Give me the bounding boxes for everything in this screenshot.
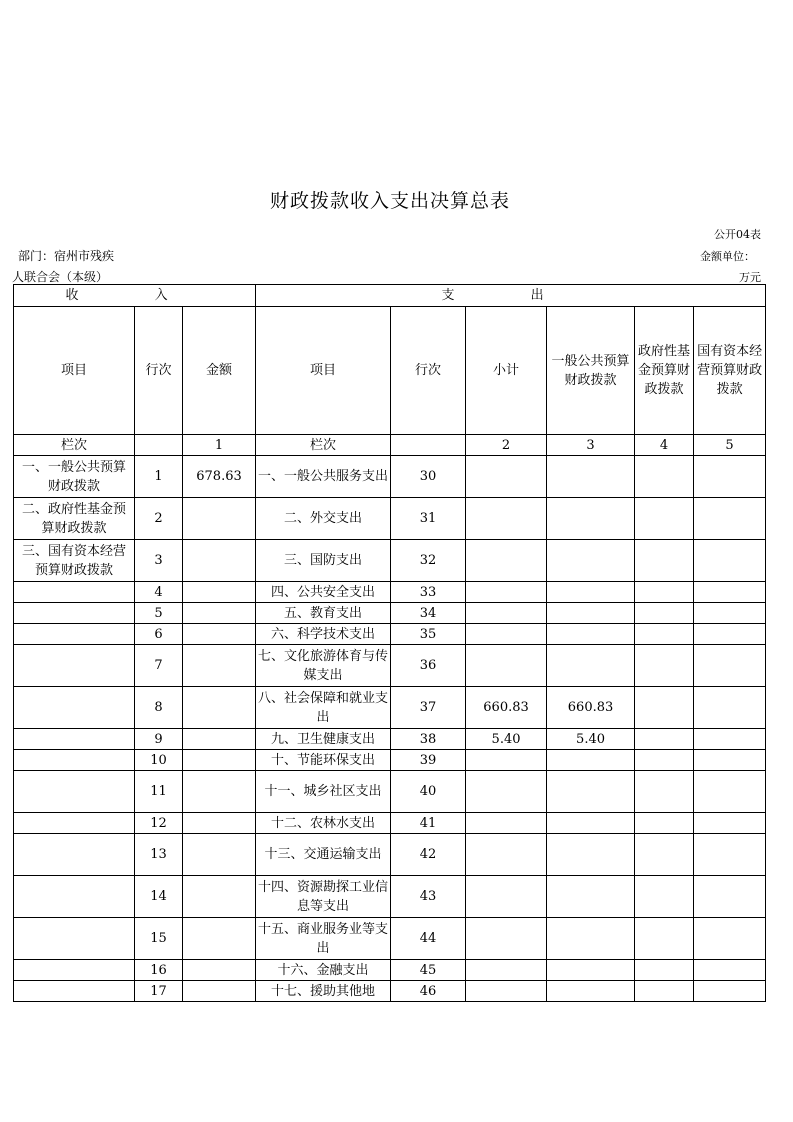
lanci-col-4: 4 — [635, 435, 694, 456]
income-item — [14, 624, 135, 645]
expense-line: 44 — [391, 918, 466, 960]
income-amount — [183, 813, 256, 834]
col-header-expense-item: 项目 — [256, 307, 391, 435]
expense-general-budget — [547, 603, 635, 624]
income-amount — [183, 876, 256, 918]
expense-general-budget — [547, 456, 635, 498]
table-row — [14, 624, 766, 645]
expense-fund-budget — [635, 834, 694, 876]
expense-line: 40 — [391, 771, 466, 813]
col-header-expense-line: 行次 — [391, 307, 466, 435]
department-line-2: 人联合会（本级） — [12, 270, 109, 284]
col-header-state-capital-budget: 国有资本经营预算财政拨款 — [694, 307, 766, 435]
expense-general-budget — [547, 750, 635, 771]
expense-general-budget: 5.40 — [547, 729, 635, 750]
expense-subtotal — [466, 540, 547, 582]
table-row — [14, 918, 766, 960]
expense-state-capital-budget — [694, 729, 766, 750]
income-item: 三、国有资本经营预算财政拨款 — [14, 540, 135, 582]
income-line: 2 — [135, 498, 183, 540]
col-header-fund-budget: 政府性基金预算财政拨款 — [635, 307, 694, 435]
expense-item: 十、节能环保支出 — [256, 750, 391, 771]
income-amount — [183, 918, 256, 960]
expense-state-capital-budget — [694, 834, 766, 876]
income-amount — [183, 624, 256, 645]
lanci-col-2: 2 — [466, 435, 547, 456]
income-item — [14, 687, 135, 729]
income-line: 1 — [135, 456, 183, 498]
income-item — [14, 603, 135, 624]
col-header-general-budget: 一般公共预算财政拨款 — [547, 307, 635, 435]
lanci-label-2: 栏次 — [256, 435, 391, 456]
col-header-subtotal: 小计 — [466, 307, 547, 435]
expense-general-budget — [547, 540, 635, 582]
income-item — [14, 813, 135, 834]
income-amount — [183, 687, 256, 729]
expense-state-capital-budget — [694, 645, 766, 687]
expense-line: 30 — [391, 456, 466, 498]
income-item — [14, 645, 135, 687]
table-row — [14, 729, 766, 750]
income-item — [14, 582, 135, 603]
table-row — [14, 834, 766, 876]
income-line: 7 — [135, 645, 183, 687]
income-item — [14, 918, 135, 960]
expense-line: 43 — [391, 876, 466, 918]
expense-fund-budget — [635, 540, 694, 582]
expense-fund-budget — [635, 498, 694, 540]
income-amount: 678.63 — [183, 456, 256, 498]
expense-fund-budget — [635, 645, 694, 687]
expense-subtotal — [466, 960, 547, 981]
lanci-empty — [135, 435, 183, 456]
expense-subtotal — [466, 624, 547, 645]
expense-state-capital-budget — [694, 624, 766, 645]
expense-line: 45 — [391, 960, 466, 981]
lanci-empty-2 — [391, 435, 466, 456]
income-line: 9 — [135, 729, 183, 750]
table-row — [14, 603, 766, 624]
expense-subtotal — [466, 876, 547, 918]
expense-fund-budget — [635, 603, 694, 624]
expense-subtotal — [466, 981, 547, 1002]
income-line: 6 — [135, 624, 183, 645]
expense-state-capital-budget — [694, 750, 766, 771]
expense-state-capital-budget — [694, 771, 766, 813]
expense-fund-budget — [635, 981, 694, 1002]
lanci-label: 栏次 — [14, 435, 135, 456]
expense-item: 三、国防支出 — [256, 540, 391, 582]
income-section-header: 收 入 — [14, 285, 256, 307]
expense-fund-budget — [635, 456, 694, 498]
table-row — [14, 981, 766, 1002]
table-row — [14, 456, 766, 498]
expense-subtotal — [466, 498, 547, 540]
expense-fund-budget — [635, 750, 694, 771]
expense-general-budget — [547, 645, 635, 687]
expense-general-budget — [547, 582, 635, 603]
expense-item: 十一、城乡社区支出 — [256, 771, 391, 813]
expense-state-capital-budget — [694, 876, 766, 918]
expense-fund-budget — [635, 918, 694, 960]
expense-item: 十五、商业服务业等支出 — [256, 918, 391, 960]
expense-item: 十四、资源勘探工业信息等支出 — [256, 876, 391, 918]
expense-item: 五、教育支出 — [256, 603, 391, 624]
table-row — [14, 498, 766, 540]
expense-general-budget: 660.83 — [547, 687, 635, 729]
expense-general-budget — [547, 834, 635, 876]
income-line: 10 — [135, 750, 183, 771]
income-line: 12 — [135, 813, 183, 834]
table-row — [14, 960, 766, 981]
expense-line: 33 — [391, 582, 466, 603]
expense-subtotal — [466, 834, 547, 876]
income-item: 二、政府性基金预算财政拨款 — [14, 498, 135, 540]
income-line: 15 — [135, 918, 183, 960]
income-amount — [183, 540, 256, 582]
expense-line: 46 — [391, 981, 466, 1002]
income-line: 5 — [135, 603, 183, 624]
income-item — [14, 960, 135, 981]
expense-item: 九、卫生健康支出 — [256, 729, 391, 750]
income-amount — [183, 771, 256, 813]
income-line: 8 — [135, 687, 183, 729]
income-item — [14, 729, 135, 750]
expense-general-budget — [547, 876, 635, 918]
expense-subtotal — [466, 813, 547, 834]
expense-item: 二、外交支出 — [256, 498, 391, 540]
expense-subtotal: 5.40 — [466, 729, 547, 750]
expense-subtotal — [466, 603, 547, 624]
income-item — [14, 981, 135, 1002]
table-row — [14, 750, 766, 771]
expense-subtotal — [466, 771, 547, 813]
expense-state-capital-budget — [694, 687, 766, 729]
table-row — [14, 582, 766, 603]
income-amount — [183, 750, 256, 771]
unit-value: 万元 — [739, 271, 761, 284]
income-line: 17 — [135, 981, 183, 1002]
expense-fund-budget — [635, 582, 694, 603]
page-title: 财政拨款收入支出决算总表 — [269, 190, 510, 212]
expense-fund-budget — [635, 876, 694, 918]
expense-general-budget — [547, 918, 635, 960]
income-line: 16 — [135, 960, 183, 981]
table-row — [14, 876, 766, 918]
expense-fund-budget — [635, 624, 694, 645]
expense-fund-budget — [635, 771, 694, 813]
table-row — [14, 687, 766, 729]
income-item — [14, 834, 135, 876]
expense-fund-budget — [635, 960, 694, 981]
budget-table — [13, 284, 766, 1002]
col-header-income-line: 行次 — [135, 307, 183, 435]
income-amount — [183, 498, 256, 540]
expense-state-capital-budget — [694, 540, 766, 582]
income-amount — [183, 960, 256, 981]
income-line: 14 — [135, 876, 183, 918]
expense-section-header: 支 出 — [256, 285, 766, 307]
lanci-col-1: 1 — [183, 435, 256, 456]
section-header-row — [14, 285, 766, 307]
table-row — [14, 771, 766, 813]
table-row — [14, 813, 766, 834]
expense-state-capital-budget — [694, 960, 766, 981]
expense-subtotal — [466, 582, 547, 603]
income-line: 3 — [135, 540, 183, 582]
expense-line: 42 — [391, 834, 466, 876]
expense-item: 十二、农林水支出 — [256, 813, 391, 834]
expense-general-budget — [547, 771, 635, 813]
expense-item: 七、文化旅游体育与传媒支出 — [256, 645, 391, 687]
income-line: 11 — [135, 771, 183, 813]
expense-fund-budget — [635, 813, 694, 834]
expense-subtotal — [466, 456, 547, 498]
expense-subtotal: 660.83 — [466, 687, 547, 729]
lanci-row — [14, 435, 766, 456]
expense-state-capital-budget — [694, 498, 766, 540]
expense-state-capital-budget — [694, 813, 766, 834]
expense-line: 34 — [391, 603, 466, 624]
income-amount — [183, 981, 256, 1002]
income-item — [14, 771, 135, 813]
expense-line: 31 — [391, 498, 466, 540]
income-item: 一、一般公共预算财政拨款 — [14, 456, 135, 498]
expense-item: 四、公共安全支出 — [256, 582, 391, 603]
expense-fund-budget — [635, 687, 694, 729]
col-header-income-item: 项目 — [14, 307, 135, 435]
column-header-row — [14, 307, 766, 435]
income-line: 4 — [135, 582, 183, 603]
unit-label: 金额单位： — [700, 250, 755, 263]
table-row — [14, 645, 766, 687]
expense-general-budget — [547, 981, 635, 1002]
col-header-income-amount: 金额 — [183, 307, 256, 435]
expense-item: 一、一般公共服务支出 — [256, 456, 391, 498]
expense-subtotal — [466, 750, 547, 771]
expense-line: 37 — [391, 687, 466, 729]
expense-line: 41 — [391, 813, 466, 834]
expense-line: 38 — [391, 729, 466, 750]
expense-state-capital-budget — [694, 456, 766, 498]
income-amount — [183, 834, 256, 876]
expense-item: 六、科学技术支出 — [256, 624, 391, 645]
department-line-1: 部门：宿州市残疾 — [18, 249, 115, 263]
expense-line: 39 — [391, 750, 466, 771]
expense-item: 十三、交通运输支出 — [256, 834, 391, 876]
expense-subtotal — [466, 645, 547, 687]
expense-state-capital-budget — [694, 981, 766, 1002]
income-amount — [183, 603, 256, 624]
income-item — [14, 750, 135, 771]
table-row — [14, 540, 766, 582]
expense-state-capital-budget — [694, 582, 766, 603]
income-amount — [183, 729, 256, 750]
expense-item: 十六、金融支出 — [256, 960, 391, 981]
expense-general-budget — [547, 624, 635, 645]
expense-item: 十七、援助其他地 — [256, 981, 391, 1002]
expense-general-budget — [547, 498, 635, 540]
income-item — [14, 876, 135, 918]
lanci-col-5: 5 — [694, 435, 766, 456]
expense-line: 36 — [391, 645, 466, 687]
expense-subtotal — [466, 918, 547, 960]
expense-state-capital-budget — [694, 603, 766, 624]
expense-general-budget — [547, 960, 635, 981]
expense-item: 八、社会保障和就业支出 — [256, 687, 391, 729]
lanci-col-3: 3 — [547, 435, 635, 456]
income-line: 13 — [135, 834, 183, 876]
income-amount — [183, 645, 256, 687]
income-amount — [183, 582, 256, 603]
expense-state-capital-budget — [694, 918, 766, 960]
form-number: 公开04表 — [714, 228, 761, 241]
expense-general-budget — [547, 813, 635, 834]
expense-line: 32 — [391, 540, 466, 582]
expense-fund-budget — [635, 729, 694, 750]
expense-line: 35 — [391, 624, 466, 645]
